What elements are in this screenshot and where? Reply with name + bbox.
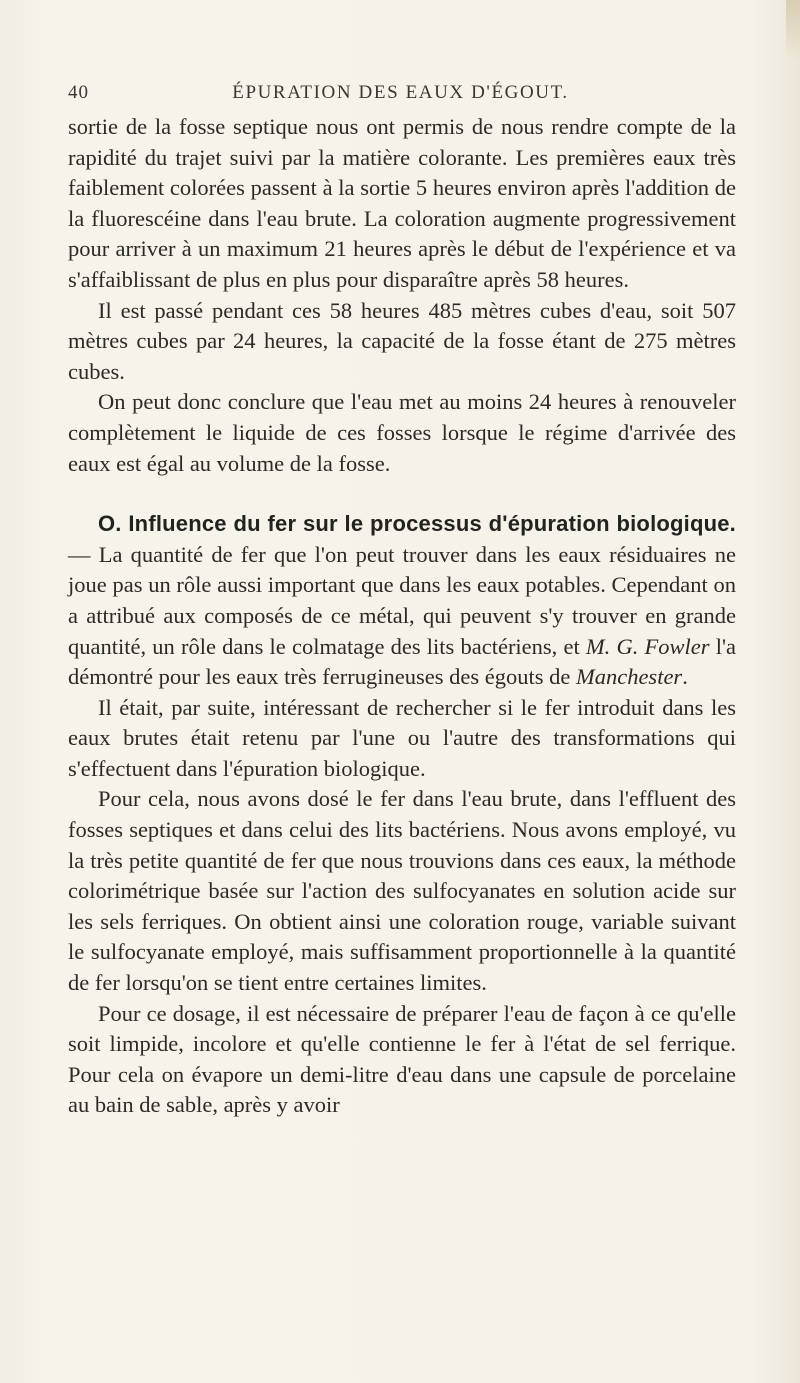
- running-head: [68, 82, 733, 110]
- paragraph-text: — La quantité de fer que l'on peut trouver dans les eaux résiduaires ne joue pas un rôle aussi important que dans les eaux potables. Cependant on a attribué aux composés de ce métal, qui peuvent s'y trouver en grande quantité, un rôle dans le colmatage des lits bactériens, et: [68, 541, 736, 659]
- paragraph-text: l'a démontré pour les eaux très ferrugineuses des égouts de: [68, 633, 737, 690]
- section-heading: O. Influence du fer sur le processus d'épuration biologique.: [98, 511, 736, 537]
- paragraph-end: .: [682, 664, 688, 690]
- body-text: [68, 112, 736, 1121]
- place-name: Manchester: [575, 664, 683, 690]
- page-number: 40: [68, 82, 89, 103]
- running-title: ÉPURATION DES EAUX D'ÉGOUT.: [232, 82, 569, 103]
- author-name: M. G. Fowler: [585, 633, 710, 659]
- page-edge-shadow: [786, 0, 800, 60]
- paragraph-volume: Il est passé pendant ces 58 heures 485 mètres cubes d'eau, soit 507 mètres cubes par 24 heures, la capacité de la fosse étant de 275 mètres cubes.: [68, 297, 736, 384]
- paragraph-continuation: sortie de la fosse septique nous ont permis de nous rendre compte de la rapidité du trajet suivi par la matière colorante. Les premières eaux très faiblement colorées passent à la sortie 5 heures environ après l'addition de la fluorescéine dans l'eau brute. La coloration augmente progressivement pour arriver à un maximum 21 heures après le début de l'expérience et va s'affaiblissant de plus en plus pour disparaître après 58 heures.: [68, 114, 736, 292]
- paragraph-method: Pour cela, nous avons dosé le fer dans l'eau brute, dans l'effluent des fosses septiques et dans celui des lits bactériens. Nous avons employé, vu la très petite quantité de fer que nous trouvions dans ces eaux, la méthode colorimétrique basée sur l'action des sulfocyanates en solution acide sur les sels ferriques. On obtient ainsi une coloration rouge, variable suivant le sulfocyanate employé, mais suffisamment proportionnelle à la quantité de fer lorsqu'on se tient entre certaines limites.: [68, 786, 736, 996]
- paragraph-research: Il était, par suite, intéressant de rechercher si le fer introduit dans les eaux brutes était retenu par l'une ou l'autre des transformations qui s'effectuent dans l'épuration biologique.: [68, 694, 736, 781]
- paragraph-iron-influence: [68, 509, 736, 693]
- paragraph-conclusion: On peut donc conclure que l'eau met au moins 24 heures à renouveler complètement le liquide de ces fosses lorsque le régime d'arrivée des eaux est égal au volume de la fosse.: [68, 389, 736, 476]
- paragraph-preparation: Pour ce dosage, il est nécessaire de préparer l'eau de façon à ce qu'elle soit limpide, incolore et qu'elle contienne le fer à l'état de sel ferrique. Pour cela on évapore un demi-litre d'eau dans une capsule de porcelaine au bain de sable, après y avoir: [68, 1000, 736, 1118]
